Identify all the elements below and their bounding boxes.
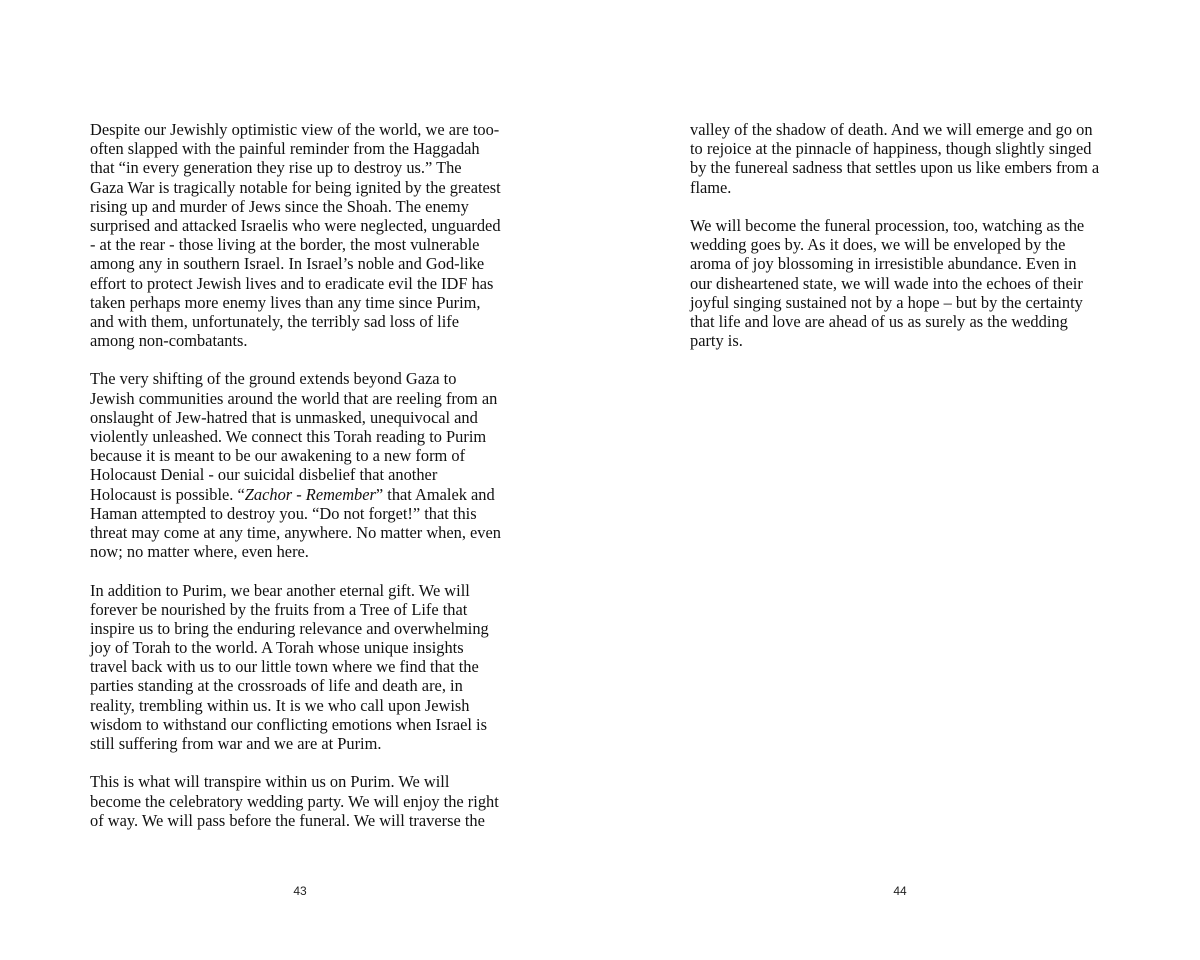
text-line: among any in southern Israel. In Israel’s noble and God-like [90,254,485,274]
text-line: travel back with us to our little town where we find that the [90,657,479,677]
text-line: joy of Torah to the world. A Torah whose unique insights [90,638,464,658]
text-line: reality, trembling within us. It is we who call upon Jewish [90,695,470,715]
paragraph [90,120,526,350]
paragraph-gap [90,753,526,772]
text-line: that “in every generation they rise up to destroy us.” The [90,158,462,178]
text-line: joyful singing sustained not by a hope – but by the certainty [690,292,1083,312]
text-line: wedding goes by. As it does, we will be enveloped by the [690,235,1066,255]
text-line: aroma of joy blossoming in irresistible abundance. Even in [690,254,1077,274]
text-line: taken perhaps more enemy lives than any time since Purim, [90,292,481,312]
text-line: still suffering from war and we are at Purim. [90,734,382,753]
text-line: to rejoice at the pinnacle of happiness, though slightly singed [690,139,1092,159]
paragraph [90,581,526,754]
text-segment: Holocaust is possible. “ [90,484,245,504]
page-number: 44 [893,884,907,898]
text-line: often slapped with the painful reminder from the Haggadah [90,139,480,159]
text-line: by the funereal sadness that settles upon us like embers from a [690,158,1100,178]
text-line: In addition to Purim, we bear another eternal gift. We will [90,580,470,600]
right-page-text [690,120,1126,350]
paragraph-gap [90,561,526,580]
paragraph [690,216,1126,350]
text-line: surprised and attacked Israelis who were neglected, unguarded [90,215,501,235]
text-line: effort to protect Jewish lives and to eradicate evil the IDF has [90,273,494,293]
text-line: of way. We will pass before the funeral. We will traverse the [90,810,485,830]
paragraph-gap [90,350,526,369]
text-line: wisdom to withstand our conflicting emotions when Israel is [90,714,487,734]
text-line: Holocaust Denial - our suicidal disbelief that another [90,465,438,485]
text-line: our disheartened state, we will wade into the echoes of their [690,273,1083,293]
text-line: We will become the funeral procession, too, watching as the [690,215,1085,235]
text-line: because it is meant to be our awakening to a new form of [90,446,466,466]
text-line: - at the rear - those living at the border, the most vulnerable [90,235,480,255]
page-number: 43 [293,884,307,898]
paragraph [690,120,1126,197]
text-line: The very shifting of the ground extends beyond Gaza to [90,369,457,389]
text-line: Gaza War is tragically notable for being ignited by the greatest [90,177,501,197]
paragraph [90,369,526,561]
text-line: rising up and murder of Jews since the Shoah. The enemy [90,196,469,216]
text-line: that life and love are ahead of us as surely as the wedding [690,311,1068,331]
text-line: Haman attempted to destroy you. “Do not forget!” that this [90,503,477,523]
left-page-text [90,120,526,830]
text-line: This is what will transpire within us on Purim. We will [90,772,450,792]
text-line: party is. [690,331,743,351]
text-line: Despite our Jewishly optimistic view of the world, we are too- [90,120,500,139]
text-line: flame. [690,177,732,197]
text-line: become the celebratory wedding party. We will enjoy the right [90,791,499,811]
text-segment: ” that Amalek and [375,484,495,504]
text-line: parties standing at the crossroads of life and death are, in [90,676,463,696]
text-line: valley of the shadow of death. And we will emerge and go on [690,120,1093,139]
text-line: inspire us to bring the enduring relevance and overwhelming [90,618,489,638]
italic-term: Zachor - Remember [244,484,376,504]
paragraph [90,772,526,830]
text-line: among non-combatants. [90,331,248,351]
text-line: and with them, unfortunately, the terribly sad loss of life [90,311,460,331]
text-line: violently unleashed. We connect this Torah reading to Purim [90,427,487,446]
text-line: onslaught of Jew-hatred that is unmasked, unequivocal and [90,407,478,427]
paragraph-gap [690,197,1126,216]
right-page [600,0,1200,960]
text-line: Jewish communities around the world that are reeling from an [90,388,498,408]
text-line [90,485,526,504]
text-line: now; no matter where, even here. [90,542,309,562]
text-line: forever be nourished by the fruits from a Tree of Life that [90,599,468,619]
text-line: threat may come at any time, anywhere. No matter when, even [90,522,501,542]
